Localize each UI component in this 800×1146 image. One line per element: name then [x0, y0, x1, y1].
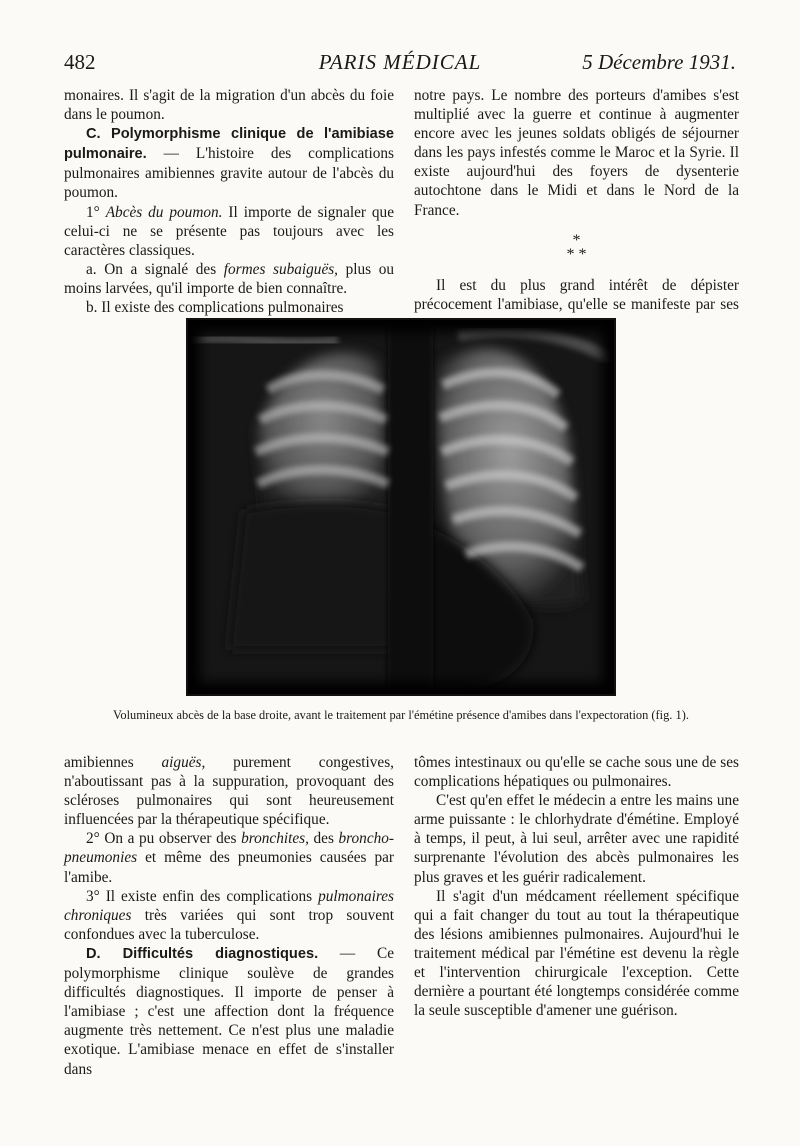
journal-title: PARIS MÉDICAL	[318, 50, 482, 74]
paragraph: Il est du plus grand intérêt de dépister précocement l'amibiase, qu'elle se manifeste par ses	[414, 276, 739, 313]
bottom-left-column	[64, 753, 394, 1079]
paragraph: notre pays. Le nombre des porteurs d'amibes s'est multiplié avec la guerre et continue à augmenter encore avec les jeunes soldats obligés de séjourner dans les pays infestés comme le Maroc et la Syrie. Il existe aujourd'hui des foyers de dysenterie autochtone dans le Midi et dans le Nord de la France.	[414, 87, 739, 219]
asterism-top: *	[572, 231, 581, 249]
asterism-bottom: * *	[566, 245, 587, 263]
section-heading: D. Difficultés diagnostiques.	[86, 945, 319, 962]
paragraph: amibiennes aiguës, purement congestives, n'aboutissant pas à la suppuration, provoquant des scléroses pulmonaires qui sont heureusement influencées par la thérapeutique spécifique.	[64, 754, 394, 829]
figure-caption: Volumineux abcès de la base droite, avant le traitement par l'émétine présence d'amibes dans l'expectoration (fig. 1).	[113, 708, 689, 722]
paragraph: 3° Il existe enfin des complications pulmonaires chroniques très variées qui sont trop souvent confondues avec la tuberculose.	[64, 887, 394, 943]
section-heading: C. Polymorphisme clinique de l'amibiase pulmonaire.	[64, 126, 394, 163]
paragraph: b. Il existe des complications pulmonaires	[86, 299, 344, 317]
paragraph: tômes intestinaux ou qu'elle se cache sous une de ses complications hépatiques ou pulmonaires.	[414, 754, 739, 791]
paragraph: 2° On a pu observer des bronchites, des broncho-pneumonies et même des pneumonies causées par l'amibe.	[64, 830, 394, 886]
xray-image	[188, 320, 614, 694]
bottom-right-column	[414, 753, 739, 1020]
section-separator	[414, 231, 739, 263]
running-header	[64, 50, 736, 80]
paragraph: C. Polymorphisme clinique de l'amibiase pulmonaire. — L'histoire des complications pulmonaires amibiennes gravite autour de l'abcès du poumon.	[64, 126, 394, 202]
paragraph: a. On a signalé des formes subaiguës, plus ou moins larvées, qu'il importe de bien connaître.	[64, 260, 394, 297]
page-number: 482	[64, 50, 96, 74]
top-right-column	[414, 86, 739, 333]
paragraph: Il s'agit d'un médcament réellement spécifique qui a fait changer du tout au tout la thérapeutique des lésions amibiennes pulmonaires. Aujourd'hui le traitement médical par l'émétine est devenu la règle et l'intervention chirurgicale l'exception. Cette dernière a pourtant été longtemps considérée comme la seule susceptible d'amener une guérison.	[414, 887, 739, 1020]
issue-date: 5 Décembre 1931.	[582, 50, 736, 74]
chest-xray-figure	[186, 318, 616, 696]
paragraph: C'est qu'en effet le médecin a entre les mains une arme puissante : le chlorhydrate d'émétine. Employé à temps, il peut, à lui seul, arrêter avec une rapidité surprenante l'évolution des abcès pulmonaires les plus graves et les guérir radicalement.	[414, 792, 739, 886]
paragraph: monaires. Il s'agit de la migration d'un abcès du foie dans le poumon.	[64, 87, 394, 124]
paragraph: 1° Abcès du poumon. Il importe de signaler que celui-ci ne se présente pas toujours avec les caractères classiques.	[64, 203, 394, 259]
paragraph: D. Difficultés diagnostiques. — Ce polymorphisme clinique soulève de grandes difficultés diagnostiques. Il importe de penser à l'amibiase ; c'est une affection dont la fréquence augmente très nettement. Ce n'est plus une maladie exotique. L'amibiase menace en effet de s'installer dans	[64, 944, 394, 1078]
top-left-column	[64, 86, 394, 317]
